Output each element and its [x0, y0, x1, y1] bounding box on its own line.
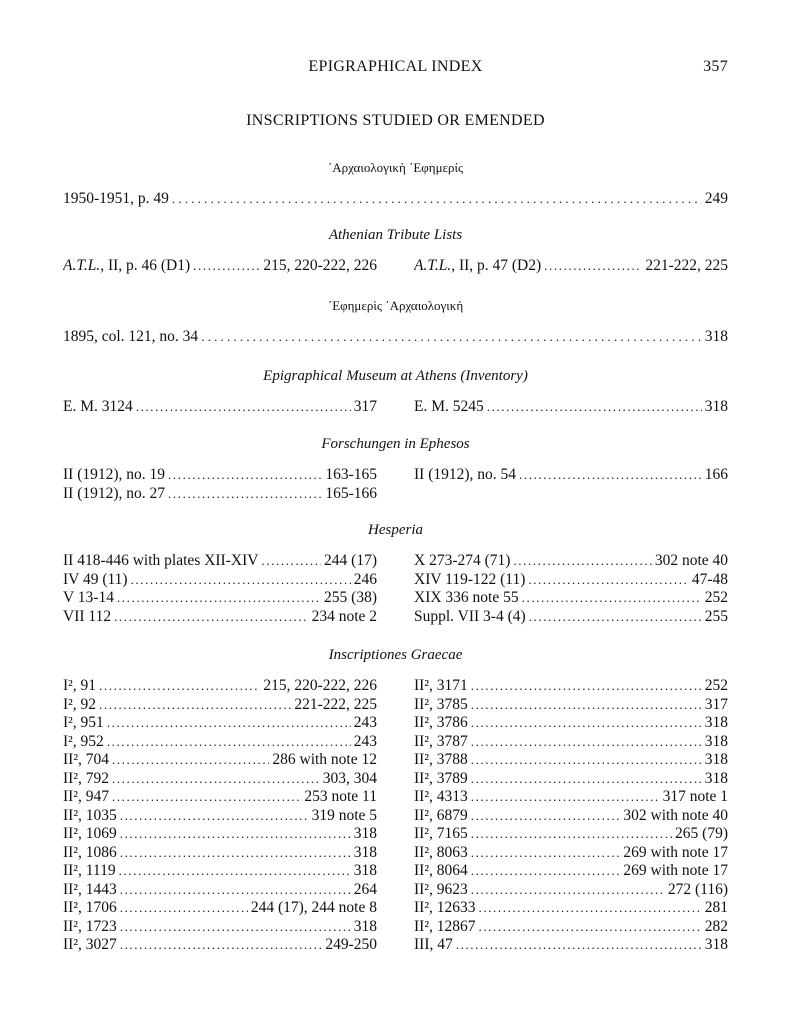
leader-dots	[471, 844, 621, 863]
leader-dots	[99, 677, 260, 696]
entry-page-ref: 244 (17), 244 note 8	[250, 899, 377, 916]
entry-label: II², 792	[63, 769, 109, 787]
entry-label: I², 92	[63, 695, 97, 713]
right-column	[414, 257, 728, 276]
entry-page-ref: 264	[353, 880, 377, 898]
leader-dots	[529, 608, 702, 627]
entry-page-ref: 269 with note 17	[623, 843, 728, 861]
entry-page-ref: 249-250	[325, 936, 377, 953]
entry-page-ref: 286 with note 12	[272, 751, 377, 768]
entry-page-ref: 302 note 40	[654, 552, 728, 569]
left-column	[63, 398, 377, 417]
leader-dots	[172, 190, 702, 209]
index-entry	[63, 485, 377, 504]
index-entry	[414, 257, 728, 276]
left-column	[63, 552, 377, 626]
index-entry	[414, 862, 728, 881]
entry-page-ref: 255 (38)	[324, 589, 377, 606]
index-entry	[63, 936, 377, 955]
entry-page-ref: 234 note 2	[311, 607, 377, 625]
entry-label: E. M. 3124	[63, 398, 133, 415]
entry-label-rest: , II, p. 46 (D1)	[100, 257, 191, 274]
leader-dots	[471, 677, 702, 696]
leader-dots	[471, 788, 660, 807]
index-entry	[414, 770, 728, 789]
index-entry	[63, 862, 377, 881]
leader-dots	[471, 714, 702, 733]
entry-page-ref: 318	[353, 843, 377, 861]
left-column	[63, 257, 377, 276]
section-heading: Hesperia	[368, 522, 423, 538]
index-entry	[414, 398, 728, 417]
entry-page-ref: 319 note 5	[311, 806, 377, 824]
leader-dots	[528, 571, 688, 590]
leader-dots	[136, 398, 351, 417]
entry-page-ref: 255	[704, 607, 728, 625]
leader-dots	[114, 608, 308, 627]
entry-label: II², 3027	[63, 936, 117, 953]
index-entry	[63, 398, 377, 417]
entry-page-ref: 282	[704, 917, 728, 935]
entry-label: II², 704	[63, 751, 109, 768]
leader-dots	[471, 733, 702, 752]
entry-page-ref: 166	[704, 466, 728, 483]
index-entry	[414, 466, 728, 485]
entry-page-ref: 318	[704, 398, 728, 415]
right-column	[414, 466, 728, 503]
entry-label: II², 1443	[63, 880, 117, 898]
entry-page-ref: 269 with note 17	[623, 862, 728, 879]
entry-page-ref: 243	[353, 714, 377, 731]
index-entry	[63, 899, 377, 918]
entry-label: II², 8064	[414, 862, 468, 879]
leader-dots	[487, 398, 702, 417]
entry-label: II², 1086	[63, 843, 117, 861]
leader-dots	[471, 825, 672, 844]
entry-label: VII 112	[63, 607, 112, 625]
entry-page-ref: 317	[353, 398, 377, 415]
entry-page-ref: 221-222, 225	[294, 695, 377, 713]
index-entry	[63, 751, 377, 770]
entry-label: II², 3788	[414, 751, 468, 768]
entry-page-ref: 252	[704, 589, 728, 606]
index-entry	[63, 608, 377, 627]
entry-label: II², 12633	[414, 899, 476, 916]
entry-label: II², 3786	[414, 714, 468, 731]
entry-label: II (1912), no. 19	[63, 466, 166, 483]
entry-label: XIX 336 note 55	[414, 589, 519, 606]
entry-label: II², 4313	[414, 788, 468, 805]
index-entry	[63, 552, 377, 571]
index-entry	[414, 936, 728, 955]
entry-page-ref: 272 (116)	[667, 880, 728, 898]
entry-label: II², 3789	[414, 769, 468, 787]
entry-label: IV 49 (11)	[63, 570, 128, 588]
entry-label: I², 951	[63, 714, 104, 731]
entry-label: II², 7165	[414, 825, 468, 842]
leader-dots	[456, 936, 702, 955]
leader-dots	[168, 485, 322, 504]
entry-label: II², 3787	[414, 732, 468, 750]
index-entry	[414, 751, 728, 770]
index-entry	[414, 788, 728, 807]
entry-label: II², 947	[63, 788, 109, 805]
entry-page-ref: 281	[704, 899, 728, 916]
leader-dots	[261, 552, 321, 571]
main-title: INSCRIPTIONS STUDIED OR EMENDED	[246, 112, 545, 129]
running-head	[63, 58, 728, 80]
entry-page-ref: 303, 304	[322, 769, 377, 787]
entry-page-ref: 221-222, 225	[645, 257, 728, 274]
index-entry	[63, 918, 377, 937]
entry-label: E. M. 5245	[414, 398, 484, 415]
section-inscriptiones-graecae	[63, 645, 728, 955]
entry-label: III, 47	[414, 936, 453, 953]
index-entry	[63, 589, 377, 608]
entry-page-ref: 243	[353, 732, 377, 750]
index-entry	[63, 844, 377, 863]
section-heading: Epigraphical Museum at Athens (Inventory)	[263, 368, 528, 384]
left-column	[63, 677, 377, 955]
index-entry	[414, 807, 728, 826]
leader-dots	[120, 825, 351, 844]
index-entry	[63, 328, 728, 347]
entry-label: I², 952	[63, 732, 104, 750]
entry-label: 1950-1951, p. 49	[63, 190, 169, 207]
entry-label: X 273-274 (71)	[414, 552, 511, 569]
entry-page-ref: 318	[704, 714, 728, 731]
entry-page-ref: 318	[704, 751, 728, 768]
section-archaiologike-ephemeris	[63, 158, 728, 209]
index-entry	[63, 770, 377, 789]
leader-dots	[120, 844, 351, 863]
leader-dots	[168, 466, 322, 485]
entry-page-ref: 302 with note 40	[623, 806, 728, 824]
leader-dots	[120, 918, 351, 937]
leader-dots	[471, 881, 665, 900]
entry-label: II², 1723	[63, 917, 117, 935]
leader-dots	[107, 733, 351, 752]
index-entry	[414, 608, 728, 627]
section-forschungen-in-ephesos	[63, 434, 728, 503]
entry-page-ref: 318	[353, 825, 377, 842]
entry-label: XIV 119-122 (11)	[414, 570, 526, 588]
index-entry	[63, 190, 728, 209]
entry-page-ref: 165-166	[325, 484, 377, 502]
entry-label: Suppl. VII 3-4 (4)	[414, 607, 526, 625]
right-column	[414, 677, 728, 955]
leader-dots	[120, 807, 309, 826]
index-entry	[63, 466, 377, 485]
leader-dots	[120, 881, 351, 900]
entry-page-ref: 249	[704, 190, 728, 207]
index-entry	[414, 825, 728, 844]
entry-page-ref: 317	[704, 695, 728, 713]
leader-dots	[522, 589, 702, 608]
index-entry	[414, 589, 728, 608]
section-athenian-tribute-lists	[63, 225, 728, 276]
entry-label-rest: , II, p. 47 (D2)	[451, 257, 542, 274]
index-entry	[63, 677, 377, 696]
index-entry	[63, 881, 377, 900]
leader-dots	[193, 257, 260, 276]
entry-label	[63, 257, 190, 276]
entry-page-ref: 215, 220-222, 226	[263, 257, 377, 274]
entry-label: II², 8063	[414, 843, 468, 861]
entry-label: V 13-14	[63, 589, 114, 606]
section-hesperia	[63, 520, 728, 626]
entry-page-ref: 244 (17)	[324, 552, 377, 569]
index-entry	[414, 696, 728, 715]
entry-label-italic: A.T.L.	[63, 257, 101, 274]
leader-dots	[471, 696, 702, 715]
entry-label: II², 3785	[414, 695, 468, 713]
entry-label: II², 12867	[414, 917, 476, 935]
section-heading: ᾿Αρχαιολογικὴ ᾿Εφημερίς	[327, 160, 464, 175]
entry-label: II², 9623	[414, 880, 468, 898]
index-entry	[414, 714, 728, 733]
leader-dots	[112, 770, 320, 789]
entry-page-ref: 265 (79)	[675, 825, 728, 842]
entry-page-ref: 318	[353, 917, 377, 935]
leader-dots	[120, 899, 248, 918]
entry-page-ref: 246	[353, 570, 377, 588]
index-entry	[414, 733, 728, 752]
section-heading: Forschungen in Ephesos	[321, 436, 470, 452]
index-entry	[414, 571, 728, 590]
index-entry	[63, 257, 377, 276]
leader-dots	[201, 328, 702, 347]
entry-page-ref: 163-165	[325, 466, 377, 483]
entry-page-ref: 318	[704, 732, 728, 750]
leader-dots	[117, 589, 321, 608]
entry-page-ref: 318	[704, 328, 728, 345]
leader-dots	[471, 751, 702, 770]
left-column	[63, 466, 377, 503]
entry-page-ref: 318	[704, 769, 728, 787]
entry-label: II (1912), no. 54	[414, 466, 517, 483]
leader-dots	[471, 862, 621, 881]
right-column	[414, 552, 728, 626]
index-entry	[63, 696, 377, 715]
index-entry	[414, 677, 728, 696]
entry-label: II², 1706	[63, 899, 117, 916]
running-head-title: EPIGRAPHICAL INDEX	[308, 58, 483, 75]
leader-dots	[131, 571, 351, 590]
entry-label: I², 91	[63, 677, 97, 694]
section-epigraphical-museum	[63, 366, 728, 417]
leader-dots	[513, 552, 651, 571]
section-heading: ᾿Εφημερὶς ᾿Αρχαιολογική	[327, 298, 464, 313]
entry-label: II (1912), no. 27	[63, 484, 166, 502]
leader-dots	[112, 788, 301, 807]
index-entry	[414, 918, 728, 937]
leader-dots	[471, 770, 702, 789]
entry-page-ref: 47-48	[691, 570, 728, 588]
entry-page-ref: 318	[704, 936, 728, 953]
entry-label	[414, 257, 541, 276]
index-entry	[63, 714, 377, 733]
entry-label-italic: A.T.L.	[414, 257, 452, 274]
index-entry	[63, 788, 377, 807]
section-ephemeris-archaiologike	[63, 296, 728, 347]
entry-page-ref: 318	[353, 862, 377, 879]
index-entry	[414, 899, 728, 918]
entry-page-ref: 253 note 11	[304, 788, 377, 805]
entry-label: II², 1035	[63, 806, 117, 824]
leader-dots	[519, 466, 702, 485]
index-entry	[63, 571, 377, 590]
leader-dots	[99, 696, 291, 715]
right-column	[414, 398, 728, 417]
leader-dots	[544, 257, 642, 276]
leader-dots	[120, 936, 323, 955]
index-entry	[414, 881, 728, 900]
leader-dots	[119, 862, 351, 881]
entry-label: II 418-446 with plates XII-XIV	[63, 552, 259, 569]
entry-page-ref: 215, 220-222, 226	[263, 677, 377, 694]
leader-dots	[478, 918, 701, 937]
index-entry	[63, 733, 377, 752]
index-page	[63, 0, 728, 1024]
entry-page-ref: 317 note 1	[662, 788, 728, 805]
index-entry	[63, 807, 377, 826]
index-entry	[414, 552, 728, 571]
leader-dots	[471, 807, 621, 826]
entry-label: II², 1119	[63, 862, 116, 879]
section-heading: Athenian Tribute Lists	[328, 227, 463, 243]
entry-page-ref: 252	[704, 677, 728, 694]
leader-dots	[112, 751, 269, 770]
index-entry	[414, 844, 728, 863]
entry-label: 1895, col. 121, no. 34	[63, 328, 199, 345]
leader-dots	[478, 899, 701, 918]
entry-label: II², 3171	[414, 677, 468, 694]
entry-label: II², 1069	[63, 825, 117, 842]
index-entry	[63, 825, 377, 844]
entry-label: II², 6879	[414, 806, 468, 824]
page-number: 357	[703, 58, 728, 75]
section-heading: Inscriptiones Graecae	[328, 647, 463, 663]
leader-dots	[107, 714, 351, 733]
